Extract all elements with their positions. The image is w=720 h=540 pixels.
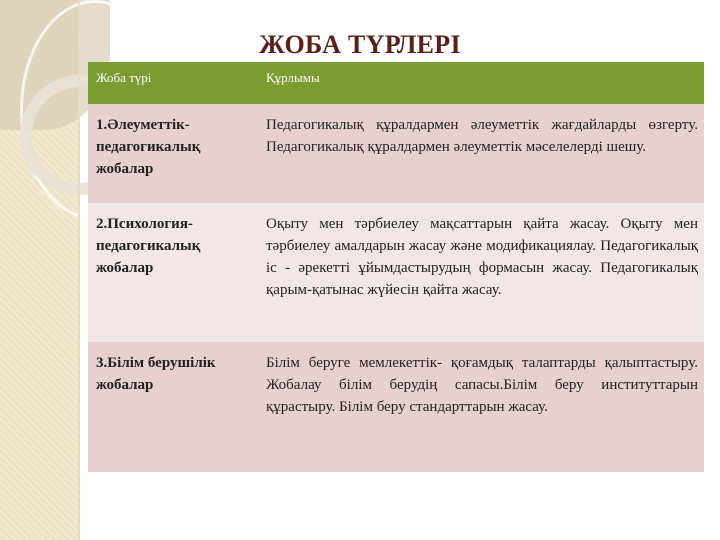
structure-cell: Педагогикалық құралдармен әлеуметтік жағдайларды өзгерту. Педагогикалық құралдармен әлеуметтік мәселелерді шешу. [258, 104, 704, 203]
project-types-table [88, 62, 704, 472]
project-type-cell: 1.Әлеуметтік-педагогикалық жобалар [88, 104, 258, 203]
page-title: ЖОБА ТҮРЛЕРІ [259, 30, 461, 59]
header-structure: Құрлымы [258, 62, 704, 104]
header-project-type: Жоба түрі [88, 62, 258, 104]
table-row [88, 203, 704, 342]
table-row [88, 342, 704, 472]
structure-cell: Білім беруге мемлекеттік- қоғамдық талаптарды қалыптастыру. Жобалау білім берудің сапасы.Білім беру институттарын құрастыру. Білім беру стандарттарын жасау. [258, 342, 704, 472]
project-type-cell: 2.Психология-педагогикалық жобалар [88, 203, 258, 342]
project-type-cell: 3.Білім берушілік жобалар [88, 342, 258, 472]
divider-line [78, 0, 80, 540]
table-row [88, 104, 704, 203]
structure-cell: Оқыту мен тәрбиелеу мақсаттарын қайта жасау. Оқыту мен тәрбиелеу амалдарын жасау және модификациялау. Педагогикалық іс - әрекетті ұйымдастырудың формасын жасау. Педагогикалық қарым-қатынас жүйесін қайта жасау. [258, 203, 704, 342]
table-header-row [88, 62, 704, 104]
